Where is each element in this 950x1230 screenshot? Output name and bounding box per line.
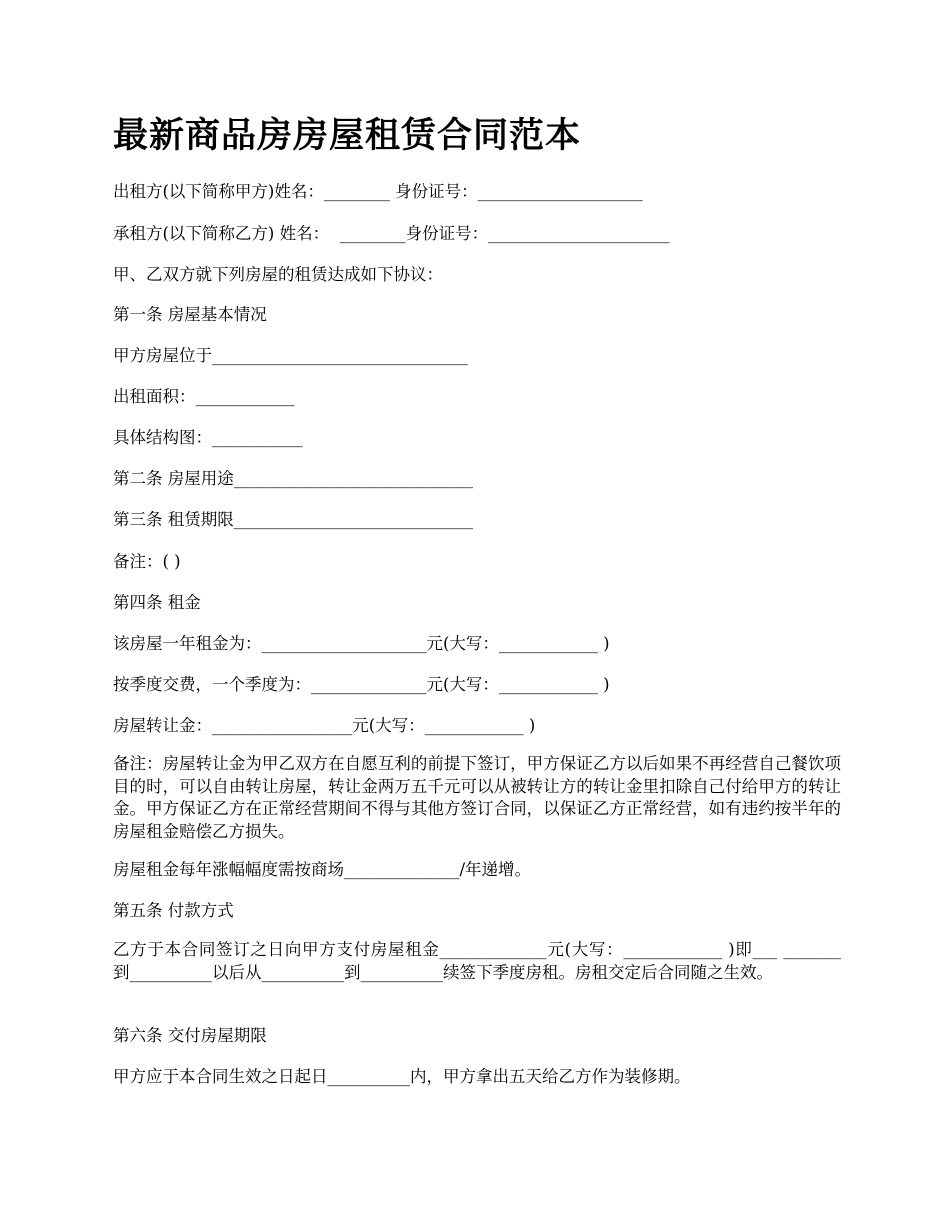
payment-method-paragraph: 乙方于本合同签订之日向甲方支付房屋租金_____________元(大写：____________ )即___ _______ 到__________以后从__________到__________续签下季度房租。房租交定后合同随之生效。 — [113, 940, 841, 982]
lessor-info-line: 出租方(以下简称甲方)姓名：________ 身份证号：____________________ — [113, 182, 643, 201]
transfer-fee-remark-paragraph: 备注：房屋转让金为甲乙双方在自愿互利的前提下签订，甲方保证乙方以后如果不再经营自己餐饮项目的时，可以自由转让房屋，转让金两万五千元可以从被转让方的转让金里扣除自己付给甲方的转让金。甲方保证乙方在正常经营期间不得与其他方签订合同，以保证乙方正常经营，如有违约按半年的房屋租金赔偿乙方损失。 — [113, 754, 841, 841]
house-location-line: 甲方房屋位于_______________________________ — [113, 346, 468, 365]
rental-area-line: 出租面积：____________ — [113, 387, 295, 406]
agreement-intro-line: 甲、乙双方就下列房屋的租赁达成如下协议： — [113, 265, 443, 284]
annual-rent-line: 该房屋一年租金为：____________________元(大写：____________ ) — [113, 634, 610, 653]
article-1-heading: 第一条 房屋基本情况 — [113, 305, 267, 324]
article-5-heading: 第五条 付款方式 — [113, 901, 234, 920]
remark-line: 备注：( ) — [113, 552, 181, 571]
handover-period-line: 甲方应于本合同生效之日起日__________内，甲方拿出五天给乙方作为装修期。 — [113, 1067, 691, 1086]
quarterly-rent-line: 按季度交费，一个季度为：______________元(大写：____________ ) — [113, 675, 610, 694]
article-6-heading: 第六条 交付房屋期限 — [113, 1026, 267, 1045]
rent-increase-line: 房屋租金每年涨幅幅度需按商场______________/年递增。 — [113, 860, 532, 879]
lessee-info-line: 承租方(以下简称乙方) 姓名： ________身份证号：______________________ — [113, 224, 670, 243]
article-4-heading: 第四条 租金 — [113, 593, 201, 612]
article-2-heading: 第二条 房屋用途_____________________________ — [113, 469, 473, 488]
document-title: 最新商品房房屋租赁合同范本 — [113, 116, 582, 156]
structure-diagram-line: 具体结构图：___________ — [113, 428, 303, 447]
article-3-heading: 第三条 租赁期限_____________________________ — [113, 510, 473, 529]
transfer-fee-line: 房屋转让金：_________________元(大写：____________ ) — [113, 716, 536, 735]
